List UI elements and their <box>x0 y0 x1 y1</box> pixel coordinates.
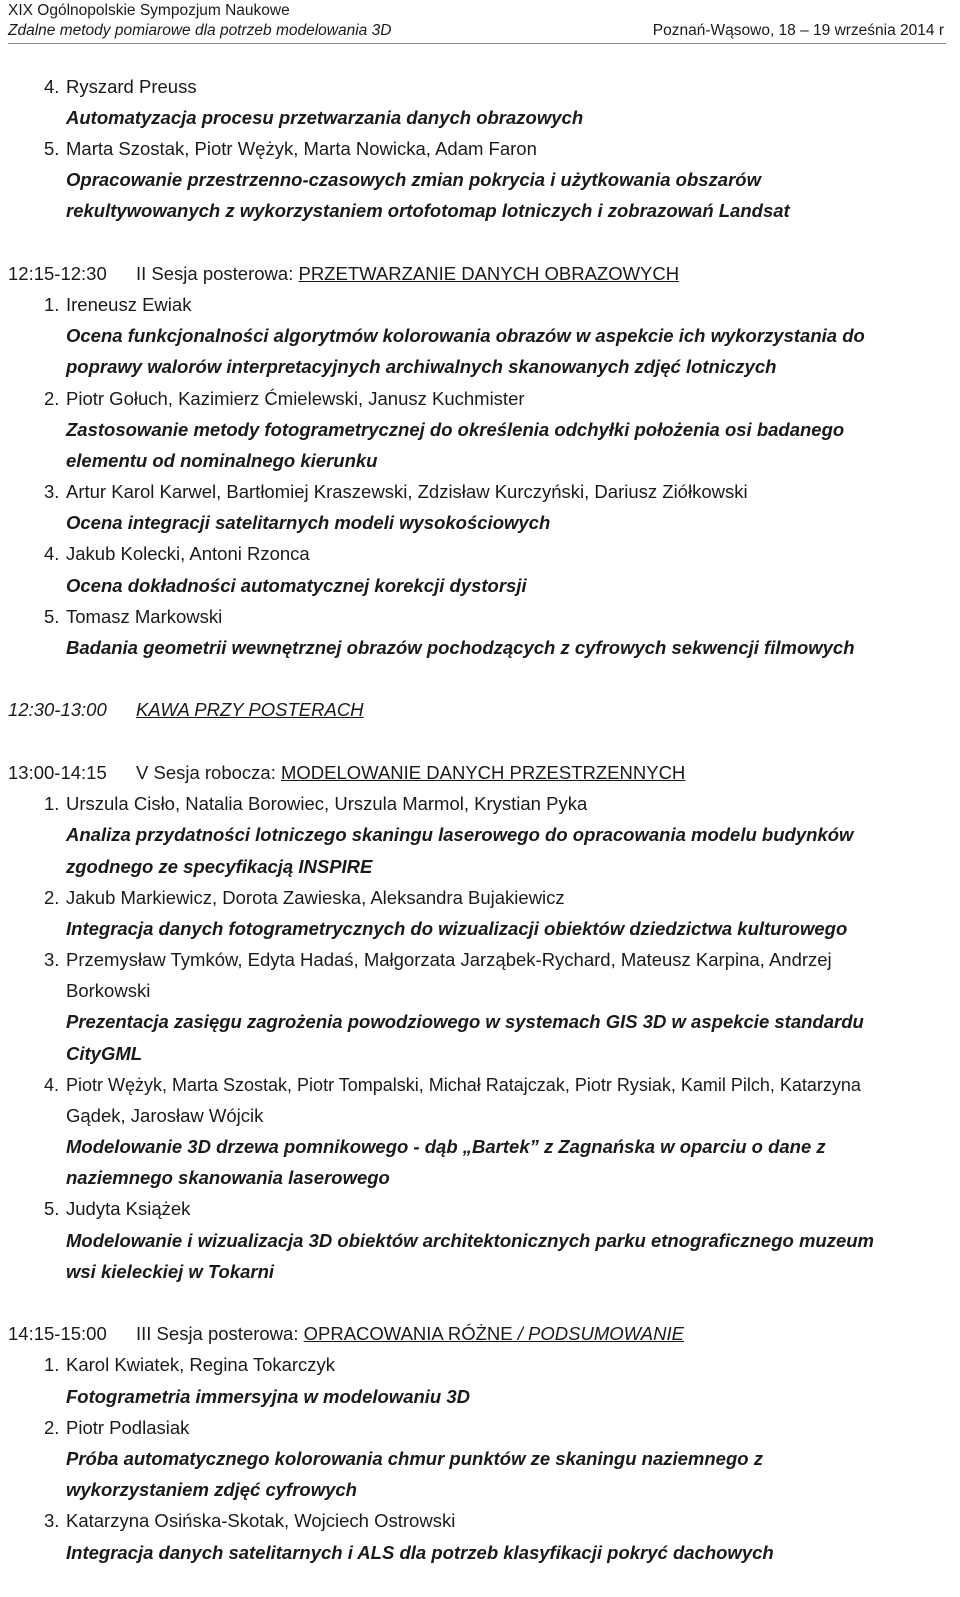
list-item-title: Automatyzacja procesu przetwarzania danych obrazowych <box>66 107 584 128</box>
item-number: 2. <box>44 388 60 409</box>
item-authors: Katarzyna Osińska-Skotak, Wojciech Ostrowski <box>66 1510 456 1531</box>
list-item-author <box>44 134 537 164</box>
item-authors: Judyta Książek <box>66 1198 191 1219</box>
list-item-author <box>44 1070 861 1100</box>
list-item-title: zgodnego ze specyfikacją INSPIRE <box>66 856 373 877</box>
list-item-author <box>44 789 587 819</box>
item-authors-continued: Borkowski <box>66 980 151 1001</box>
item-number: 5. <box>44 606 60 627</box>
break-time: 12:30-13:00 <box>8 699 107 720</box>
session-label: V Sesja robocza: <box>136 762 281 783</box>
item-authors: Karol Kwiatek, Regina Tokarczyk <box>66 1354 336 1375</box>
item-number: 1. <box>44 793 60 814</box>
item-authors: Artur Karol Karwel, Bartłomiej Kraszewski, Zdzisław Kurczyński, Dariusz Ziółkowski <box>66 481 748 502</box>
session-time: 14:15-15:00 <box>8 1323 107 1344</box>
item-authors: Marta Szostak, Piotr Wężyk, Marta Nowicka, Adam Faron <box>66 138 537 159</box>
coffee-break <box>8 695 364 725</box>
list-item-title: wykorzystaniem zdjęć cyfrowych <box>66 1479 357 1500</box>
item-number: 3. <box>44 481 60 502</box>
item-authors: Piotr Gołuch, Kazimierz Ćmielewski, Janusz Kuchmister <box>66 388 525 409</box>
list-item-title: Opracowanie przestrzenno-czasowych zmian pokrycia i użytkowania obszarów <box>66 169 761 190</box>
list-item-title: Ocena dokładności automatycznej korekcji dystorsji <box>66 575 527 596</box>
page-header <box>0 0 960 44</box>
item-number: 1. <box>44 294 60 315</box>
item-number: 2. <box>44 1417 60 1438</box>
event-subtitle: Zdalne metody pomiarowe dla potrzeb modelowania 3D <box>8 22 392 39</box>
list-item-author <box>44 477 748 507</box>
item-authors: Tomasz Markowski <box>66 606 223 627</box>
list-item-title: Modelowanie 3D drzewa pomnikowego - dąb „Bartek” z Zagnańska w oparciu o dane z <box>66 1136 826 1157</box>
session-time: 12:15-12:30 <box>8 263 107 284</box>
list-item-author <box>44 72 197 102</box>
item-authors: Urszula Cisło, Natalia Borowiec, Urszula Marmol, Krystian Pyka <box>66 793 588 814</box>
session-time: 13:00-14:15 <box>8 762 107 783</box>
list-item-title: Analiza przydatności lotniczego skaningu laserowego do opracowania modelu budynków <box>66 824 854 845</box>
break-label: KAWA PRZY POSTERACH <box>136 699 364 720</box>
list-item-author <box>44 602 222 632</box>
list-item-author <box>44 1506 455 1536</box>
header-divider <box>8 43 946 44</box>
session-name: MODELOWANIE DANYCH PRZESTRZENNYCH <box>281 762 686 783</box>
list-item-title: wsi kieleckiej w Tokarni <box>66 1261 275 1282</box>
item-authors: Ryszard Preuss <box>66 76 197 97</box>
list-item-title: Prezentacja zasięgu zagrożenia powodziowego w systemach GIS 3D w aspekcie standardu <box>66 1011 864 1032</box>
list-item-title: Ocena funkcjonalności algorytmów kolorowania obrazów w aspekcie ich wykorzystania do <box>66 325 865 346</box>
list-item-author <box>44 1194 190 1224</box>
session-heading <box>8 758 685 788</box>
item-authors: Piotr Wężyk, Marta Szostak, Piotr Tompalski, Michał Ratajczak, Piotr Rysiak, Kamil Pilch, Katarzyna <box>66 1075 861 1095</box>
item-authors: Jakub Markiewicz, Dorota Zawieska, Aleksandra Bujakiewicz <box>66 887 565 908</box>
item-number: 5. <box>44 1198 60 1219</box>
session-heading <box>8 1319 684 1349</box>
session-label: II Sesja posterowa: <box>136 263 299 284</box>
list-item-author <box>44 1413 189 1443</box>
list-item-title: Zastosowanie metody fotogrametrycznej do określenia odchyłki położenia osi badanego <box>66 419 845 440</box>
session-name-suffix: / PODSUMOWANIE <box>512 1323 684 1344</box>
session-name: PRZETWARZANIE DANYCH OBRAZOWYCH <box>298 263 680 284</box>
item-number: 4. <box>44 1075 60 1095</box>
item-number: 4. <box>44 76 60 97</box>
item-number: 4. <box>44 543 60 564</box>
item-number: 5. <box>44 138 60 159</box>
list-item-title: Ocena integracji satelitarnych modeli wysokościowych <box>66 512 551 533</box>
list-item-title: rekultywowanych z wykorzystaniem ortofotomap lotniczych i zobrazowań Landsat <box>66 200 790 221</box>
list-item-author <box>44 539 310 569</box>
item-number: 1. <box>44 1354 60 1375</box>
list-item-author <box>44 290 191 320</box>
list-item-title: Fotogrametria immersyjna w modelowaniu 3D <box>66 1386 471 1407</box>
list-item-title: Próba automatycznego kolorowania chmur punktów ze skaningu naziemnego z <box>66 1448 763 1469</box>
list-item-title: Integracja danych satelitarnych i ALS dla potrzeb klasyfikacji pokryć dachowych <box>66 1542 774 1563</box>
list-item-title: elementu od nominalnego kierunku <box>66 450 378 471</box>
event-name: XIX Ogólnopolskie Sympozjum Naukowe <box>8 2 290 19</box>
list-item-author <box>44 945 832 975</box>
item-authors: Jakub Kolecki, Antoni Rzonca <box>66 543 310 564</box>
list-item-title: Badania geometrii wewnętrznej obrazów pochodzących z cyfrowych sekwencji filmowych <box>66 637 855 658</box>
session-heading <box>8 259 679 289</box>
item-authors: Ireneusz Ewiak <box>66 294 192 315</box>
list-item-title: Modelowanie i wizualizacja 3D obiektów architektonicznych parku etnograficznego muzeum <box>66 1230 874 1251</box>
session-label: III Sesja posterowa: <box>136 1323 304 1344</box>
list-item-title: naziemnego skanowania laserowego <box>66 1167 390 1188</box>
list-item-title: poprawy walorów interpretacyjnych archiwalnych skanowanych zdjęć lotniczych <box>66 356 777 377</box>
list-item-author <box>44 883 565 913</box>
list-item-author <box>44 384 525 414</box>
list-item-author <box>44 1350 335 1380</box>
list-item-title: CityGML <box>66 1043 143 1064</box>
list-item-title: Integracja danych fotogrametrycznych do wizualizacji obiektów dziedzictwa kulturowego <box>66 918 848 939</box>
item-authors: Przemysław Tymków, Edyta Hadaś, Małgorzata Jarząbek-Rychard, Mateusz Karpina, Andrzej <box>66 949 832 970</box>
item-number: 3. <box>44 949 60 970</box>
event-place-date: Poznań-Wąsowo, 18 – 19 września 2014 r <box>652 22 944 39</box>
item-number: 2. <box>44 887 60 908</box>
session-name: OPRACOWANIA RÓŻNE <box>303 1323 513 1344</box>
item-authors-continued: Gądek, Jarosław Wójcik <box>66 1105 264 1126</box>
item-number: 3. <box>44 1510 60 1531</box>
item-authors: Piotr Podlasiak <box>66 1417 190 1438</box>
